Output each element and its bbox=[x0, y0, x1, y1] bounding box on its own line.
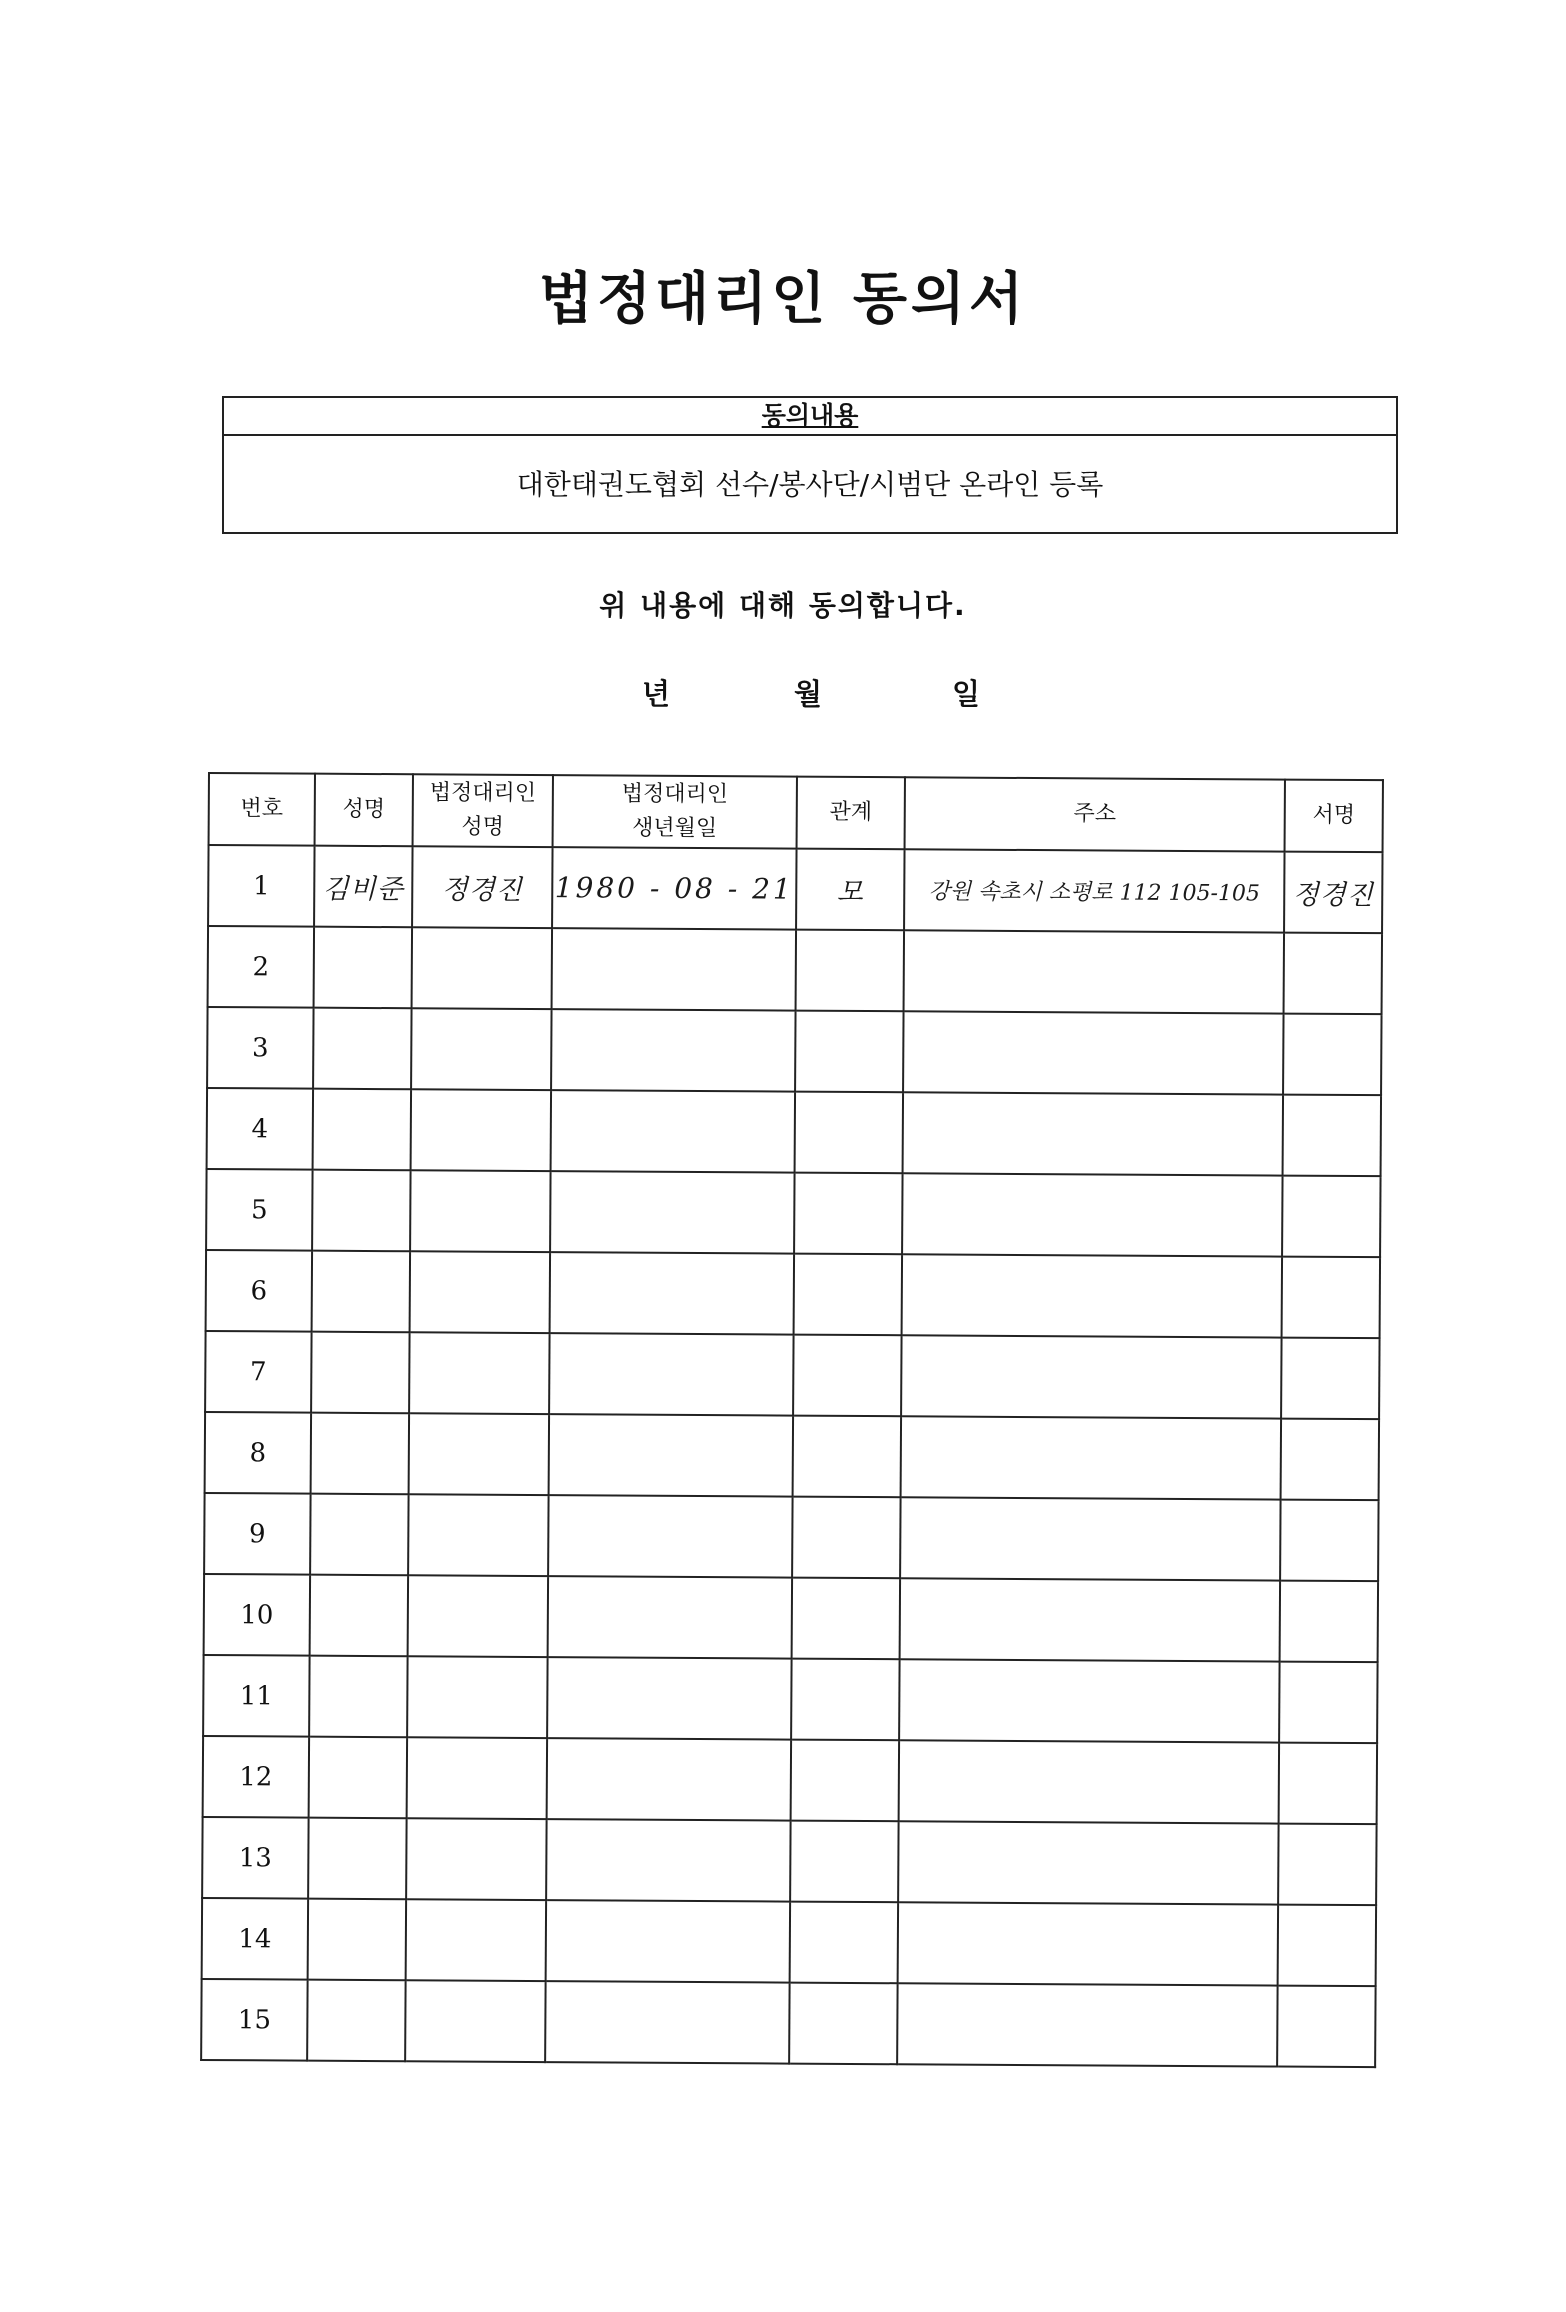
date-day-label: 일 bbox=[952, 677, 981, 711]
row-number-text: 9 bbox=[248, 1518, 266, 1549]
cell-signature bbox=[1279, 1662, 1377, 1744]
cell-address bbox=[898, 1821, 1278, 1904]
cell-relation bbox=[793, 1335, 901, 1417]
table-row bbox=[207, 1088, 1381, 1176]
row-number bbox=[201, 1979, 307, 2061]
row-number bbox=[206, 1169, 312, 1251]
cell-guardian-birth-text: 1980 - 08 - 21 bbox=[554, 871, 794, 906]
cell-address bbox=[898, 1902, 1278, 1985]
row-number-text: 4 bbox=[251, 1113, 269, 1144]
cell-guardian-birth bbox=[552, 928, 796, 1010]
cell-relation bbox=[794, 1173, 902, 1255]
table-row bbox=[206, 1169, 1380, 1257]
header-signature: 서명 bbox=[1285, 780, 1383, 853]
consent-content: 대한태권도협회 선수/봉사단/시범단 온라인 등록 bbox=[516, 468, 1104, 501]
header-guardian-birth-line2: 생년월일 bbox=[632, 815, 718, 842]
header-guardian-birth bbox=[553, 775, 797, 848]
cell-guardian-name bbox=[408, 1494, 548, 1576]
cell-name bbox=[313, 1008, 411, 1090]
cell-guardian-birth bbox=[548, 1495, 792, 1577]
cell-signature-text: 정경진 bbox=[1292, 879, 1374, 912]
cell-guardian-name-text: 정경진 bbox=[441, 874, 524, 906]
row-number-text: 5 bbox=[250, 1194, 268, 1225]
cell-guardian-birth bbox=[552, 847, 796, 929]
table-row bbox=[207, 1007, 1381, 1095]
table-row bbox=[202, 1898, 1376, 1986]
cell-name bbox=[311, 1413, 409, 1495]
cell-relation bbox=[795, 1092, 903, 1174]
cell-address bbox=[900, 1497, 1280, 1580]
header-guardian-name-line1: 법정대리인 bbox=[429, 780, 537, 807]
row-number-text: 13 bbox=[238, 1842, 273, 1873]
row-number bbox=[207, 1007, 313, 1089]
cell-signature bbox=[1282, 1176, 1380, 1258]
cell-guardian-birth bbox=[549, 1333, 793, 1415]
row-number bbox=[208, 845, 314, 927]
cell-name bbox=[312, 1170, 410, 1252]
table-row bbox=[203, 1736, 1377, 1824]
cell-relation-text: 모 bbox=[836, 876, 864, 909]
cell-relation bbox=[796, 930, 904, 1012]
row-number-text: 6 bbox=[250, 1275, 268, 1306]
cell-guardian-name bbox=[406, 1899, 546, 1981]
cell-guardian-birth bbox=[551, 1090, 795, 1172]
cell-guardian-name bbox=[408, 1575, 548, 1657]
row-number bbox=[205, 1412, 311, 1494]
row-number-text: 2 bbox=[252, 951, 270, 982]
row-number bbox=[205, 1331, 311, 1413]
cell-guardian-birth bbox=[549, 1414, 793, 1496]
cell-name bbox=[308, 1818, 406, 1900]
cell-guardian-name bbox=[410, 1251, 550, 1333]
cell-signature bbox=[1281, 1419, 1379, 1501]
cell-signature bbox=[1281, 1338, 1379, 1420]
table-row bbox=[206, 1250, 1380, 1338]
cell-guardian-birth bbox=[546, 1900, 790, 1982]
document-title: 법정대리인 동의서 bbox=[538, 267, 1028, 332]
cell-name bbox=[312, 1251, 410, 1333]
cell-name bbox=[309, 1656, 407, 1738]
table-row bbox=[208, 845, 1382, 933]
cell-address bbox=[901, 1416, 1281, 1499]
cell-signature bbox=[1282, 1257, 1380, 1339]
date-line bbox=[0, 672, 1566, 712]
header-relation: 관계 bbox=[797, 777, 905, 850]
cell-address bbox=[899, 1740, 1279, 1823]
cell-address bbox=[900, 1578, 1280, 1661]
cell-address bbox=[903, 1092, 1283, 1175]
cell-signature bbox=[1280, 1500, 1378, 1582]
cell-address bbox=[902, 1254, 1282, 1337]
row-number bbox=[206, 1250, 312, 1332]
cell-address bbox=[903, 1011, 1283, 1094]
cell-relation bbox=[791, 1659, 899, 1741]
cell-signature bbox=[1279, 1743, 1377, 1825]
cell-relation bbox=[790, 1902, 898, 1984]
cell-guardian-birth bbox=[547, 1657, 791, 1739]
cell-signature bbox=[1284, 933, 1382, 1015]
cell-name bbox=[314, 927, 412, 1009]
agree-statement: 위 내용에 대해 동의합니다. bbox=[599, 589, 967, 622]
cell-name bbox=[310, 1494, 408, 1576]
cell-guardian-birth bbox=[551, 1009, 795, 1091]
cell-name bbox=[314, 846, 412, 928]
guardian-table bbox=[200, 772, 1384, 2068]
cell-signature bbox=[1280, 1581, 1378, 1663]
cell-guardian-birth bbox=[545, 1981, 789, 2063]
row-number-text: 8 bbox=[249, 1437, 267, 1468]
cell-relation bbox=[792, 1578, 900, 1660]
cell-guardian-name bbox=[409, 1413, 549, 1495]
table-header-row bbox=[209, 773, 1383, 852]
cell-relation bbox=[790, 1821, 898, 1903]
cell-guardian-name bbox=[412, 846, 552, 928]
cell-guardian-birth bbox=[547, 1738, 791, 1820]
row-number bbox=[203, 1736, 309, 1818]
cell-guardian-birth bbox=[546, 1819, 790, 1901]
date-year-label: 년 bbox=[642, 677, 671, 711]
row-number-text: 14 bbox=[238, 1923, 272, 1954]
cell-name bbox=[308, 1899, 406, 1981]
row-number-text: 7 bbox=[249, 1356, 267, 1387]
row-number-text: 10 bbox=[240, 1599, 274, 1630]
table-row bbox=[204, 1493, 1378, 1581]
row-number-text: 1 bbox=[252, 870, 270, 901]
cell-relation bbox=[794, 1254, 902, 1336]
row-number bbox=[208, 926, 314, 1008]
cell-guardian-name bbox=[411, 1008, 551, 1090]
cell-signature bbox=[1284, 852, 1382, 934]
row-number bbox=[203, 1655, 309, 1737]
table-row bbox=[203, 1655, 1377, 1743]
header-guardian-name bbox=[413, 774, 553, 847]
row-number bbox=[207, 1088, 313, 1170]
row-number-text: 12 bbox=[239, 1761, 273, 1792]
cell-relation bbox=[791, 1740, 899, 1822]
table-row bbox=[205, 1331, 1379, 1419]
cell-address bbox=[897, 1983, 1277, 2066]
cell-address bbox=[901, 1335, 1281, 1418]
cell-guardian-name bbox=[407, 1737, 547, 1819]
cell-guardian-name bbox=[405, 1980, 545, 2062]
cell-address bbox=[904, 930, 1284, 1013]
cell-name bbox=[311, 1332, 409, 1414]
cell-guardian-birth bbox=[550, 1171, 794, 1253]
cell-address-text: 강원 속초시 소평로 112 105-105 bbox=[928, 879, 1261, 907]
cell-address bbox=[904, 849, 1284, 932]
cell-guardian-birth bbox=[550, 1252, 794, 1334]
table-row bbox=[205, 1412, 1379, 1500]
cell-relation bbox=[793, 1416, 901, 1498]
row-number bbox=[204, 1493, 310, 1575]
row-number bbox=[204, 1574, 310, 1656]
cell-address bbox=[899, 1659, 1279, 1742]
cell-name bbox=[310, 1575, 408, 1657]
table-row bbox=[201, 1979, 1375, 2067]
cell-relation bbox=[792, 1497, 900, 1579]
cell-relation bbox=[789, 1983, 897, 2065]
row-number-text: 3 bbox=[251, 1032, 269, 1063]
cell-guardian-name bbox=[406, 1818, 546, 1900]
row-number-text: 11 bbox=[239, 1680, 273, 1711]
cell-name bbox=[313, 1089, 411, 1171]
cell-name bbox=[309, 1737, 407, 1819]
consent-heading bbox=[224, 398, 1396, 436]
row-number bbox=[202, 1898, 308, 1980]
table-row bbox=[204, 1574, 1378, 1662]
cell-guardian-name bbox=[411, 1089, 551, 1171]
row-number-text: 15 bbox=[237, 2004, 272, 2035]
header-number: 번호 bbox=[209, 773, 315, 846]
header-guardian-birth-line1: 법정대리인 bbox=[621, 781, 729, 808]
table-row bbox=[202, 1817, 1376, 1905]
consent-heading-label: 동의내용 bbox=[761, 401, 859, 430]
cell-guardian-name bbox=[409, 1332, 549, 1414]
header-name: 성명 bbox=[315, 774, 413, 847]
cell-guardian-name bbox=[410, 1170, 550, 1252]
cell-address bbox=[902, 1173, 1282, 1256]
cell-signature bbox=[1283, 1095, 1381, 1177]
header-guardian-name-line2: 성명 bbox=[461, 814, 504, 840]
cell-signature bbox=[1283, 1014, 1381, 1096]
cell-signature bbox=[1278, 1905, 1376, 1987]
cell-name bbox=[307, 1980, 405, 2062]
consent-box bbox=[222, 396, 1398, 534]
cell-signature bbox=[1278, 1824, 1376, 1906]
cell-guardian-name bbox=[407, 1656, 547, 1738]
table-body bbox=[201, 845, 1382, 2067]
cell-guardian-name bbox=[412, 927, 552, 1009]
row-number bbox=[202, 1817, 308, 1899]
cell-name-text: 김비준 bbox=[322, 873, 405, 906]
table-row bbox=[208, 926, 1382, 1014]
cell-relation bbox=[795, 1011, 903, 1093]
header-address: 주소 bbox=[905, 777, 1285, 851]
cell-relation bbox=[796, 849, 904, 931]
date-month-label: 월 bbox=[794, 677, 823, 711]
cell-signature bbox=[1277, 1986, 1375, 2068]
cell-guardian-birth bbox=[548, 1576, 792, 1658]
